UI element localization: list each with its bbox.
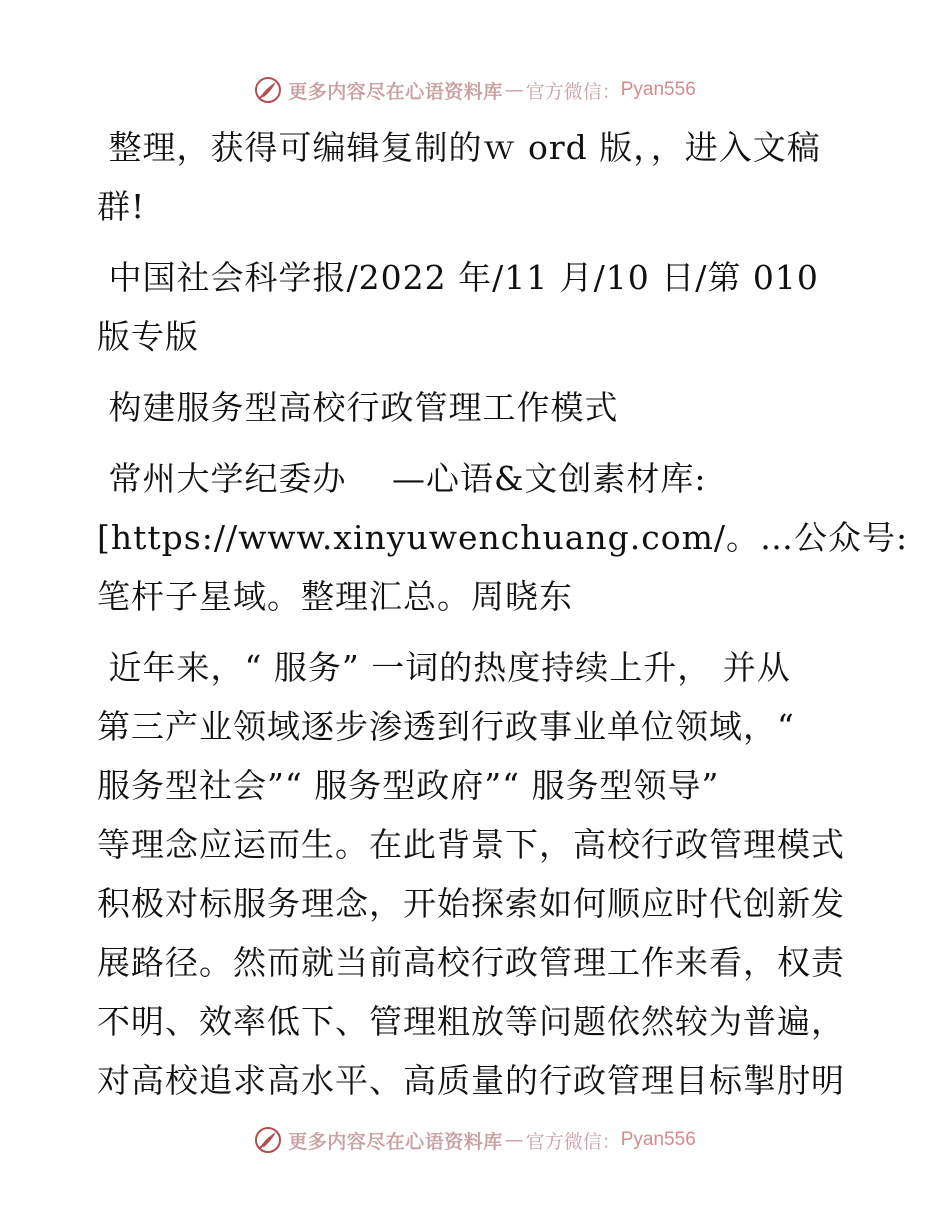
source-paragraph [97, 248, 857, 366]
footer-watermark-banner [0, 1120, 950, 1160]
text-line: 笔杆子星域。整理汇总。周晓东 [97, 577, 573, 616]
watermark-wechat-id: Pyan556 [620, 79, 696, 100]
text-line: [https://www.xinyuwenchuang.com/。…公众号: [97, 518, 909, 557]
text-line: 对高校追求高水平、高质量的行政管理目标掣肘明 [97, 1061, 845, 1100]
document-body [97, 118, 909, 1122]
body-paragraph [97, 638, 857, 1110]
quill-logo-icon [254, 1126, 282, 1154]
text-line: 展路径。然而就当前高校行政管理工作来看，权责 [97, 943, 845, 982]
text-line: 常州大学纪委办 —心语&文创素材库: [97, 459, 707, 498]
text-line: 服务型社会”“ 服务型政府”“ 服务型领导” [97, 766, 720, 805]
watermark-wechat-id: Pyan556 [620, 1129, 696, 1150]
watermark-wechat-label: 官方微信： [525, 80, 621, 103]
watermark-separator: — [504, 79, 524, 101]
text-line: 等理念应运而生。在此背景下，高校行政管理模式 [97, 825, 845, 864]
text-line: 中国社会科学报/2022 年/11 月/10 日/第 010 [97, 258, 819, 297]
article-title [97, 378, 857, 437]
text-line: 积极对标服务理念，开始探索如何顺应时代创新发 [97, 884, 845, 923]
header-watermark-banner [0, 70, 950, 110]
text-line: 近年来，“ 服务” 一词的热度持续上升， 并从 [97, 648, 791, 687]
text-line: 构建服务型高校行政管理工作模式 [97, 388, 619, 427]
intro-paragraph [97, 118, 857, 236]
watermark-title: 更多内容尽在心语资料库 [288, 1130, 503, 1153]
text-line: 整理，获得可编辑复制的ｗ ord 版，，进入文稿 [97, 128, 821, 167]
watermark-wechat-label: 官方微信： [525, 1130, 621, 1153]
text-line: 第三产业领域逐步渗透到行政事业单位领域，“ [97, 707, 795, 746]
text-line: 群! [97, 187, 146, 226]
watermark-title: 更多内容尽在心语资料库 [288, 80, 503, 103]
text-line: 不明、效率低下、管理粗放等问题依然较为普遍， [97, 1002, 845, 1041]
author-paragraph [97, 449, 909, 626]
quill-logo-icon [254, 76, 282, 104]
text-line: 版专版 [97, 317, 199, 356]
watermark-separator: — [504, 1129, 524, 1151]
